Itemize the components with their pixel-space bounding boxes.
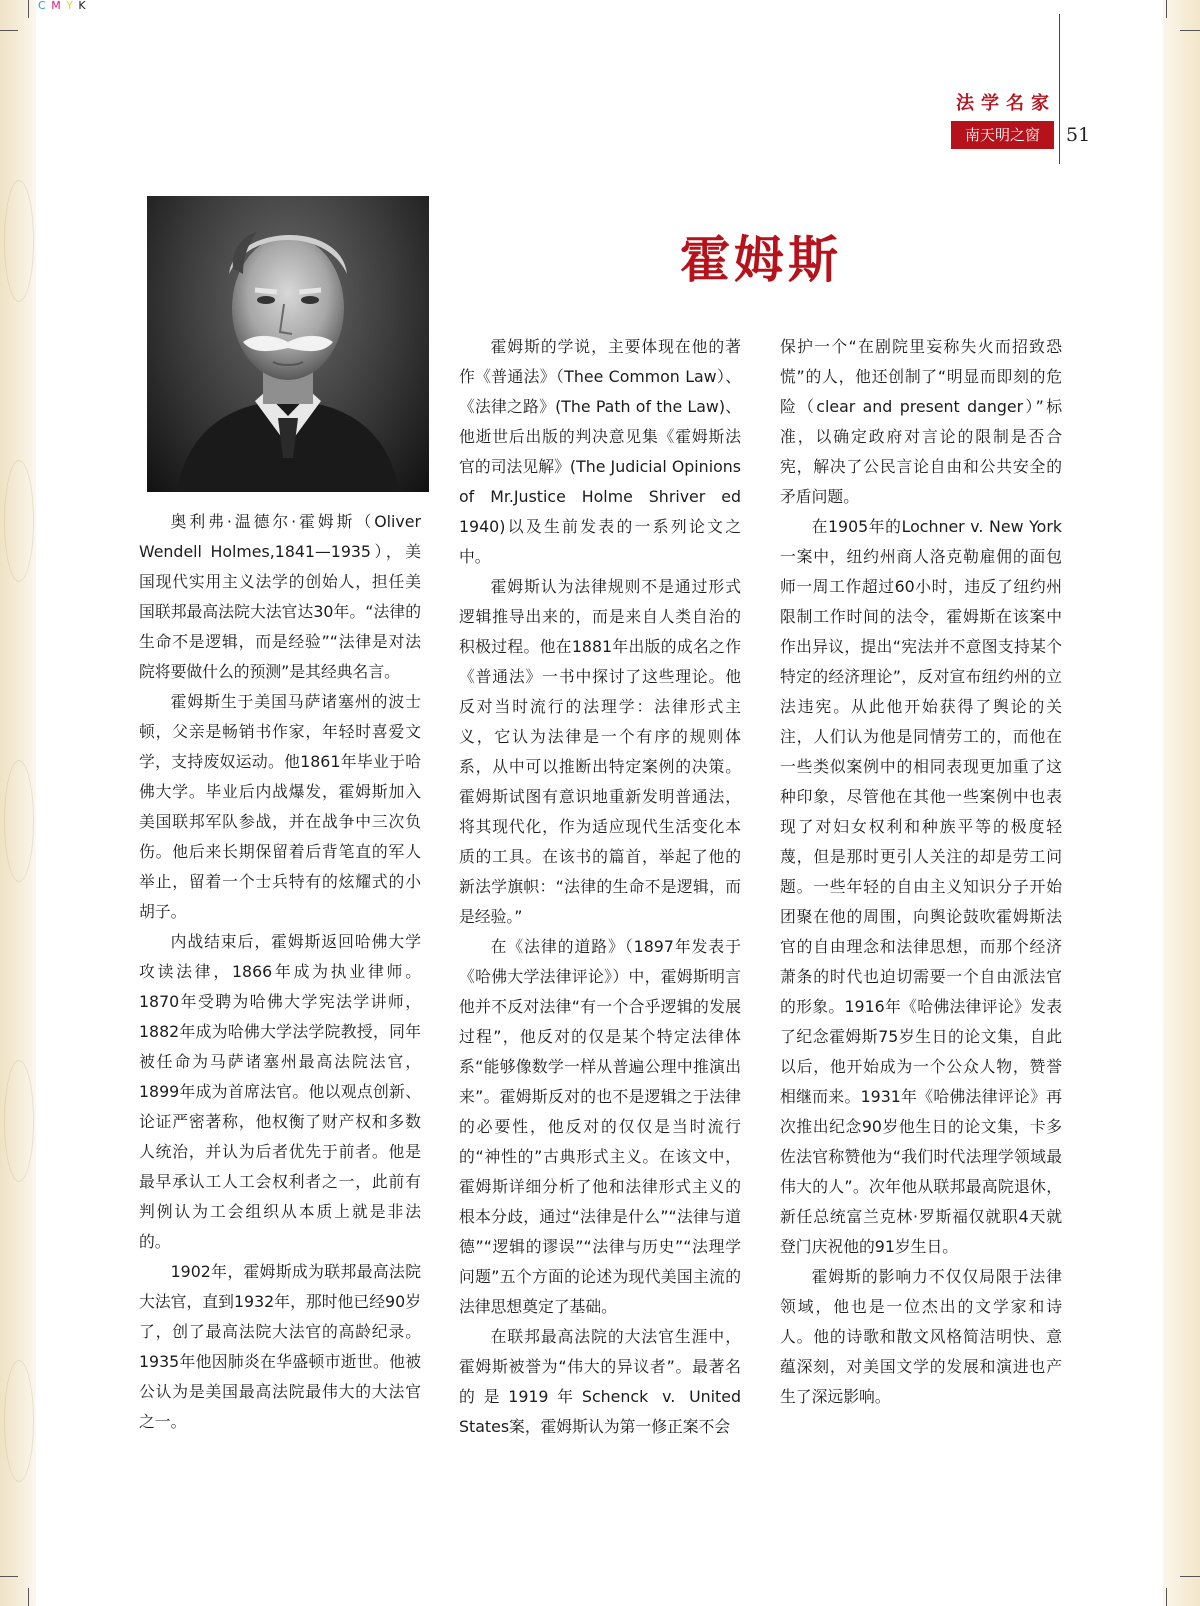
cmyk-y: Y [66,0,74,12]
right-column [780,332,1062,1412]
crop-mark [1180,1576,1200,1577]
section-title: 法学名家 [956,93,1056,114]
crop-mark [28,0,29,18]
crop-mark [1166,1588,1167,1606]
body-paragraph: 在《法律的道路》（1897年发表于《哈佛大学法律评论》）中，霍姆斯明言他并不反对法律“有一个合乎逻辑的发展过程”，他反对的仅是某个特定法律体系“能够像数学一样从普遍公理中推演出来”。霍姆斯反对的也不是逻辑之于法律的必要性，他反对的仅仅是当时流行的“神性的”古典形式主义。在该文中，霍姆斯详细分析了他和法律形式主义的根本分歧，通过“法律是什么”“法律与道德”“逻辑的谬误”“法律与历史”“法理学问题”五个方面的论述为现代美国主流的法律思想奠定了基础。 [459,937,741,1316]
crop-mark [1180,30,1200,31]
ornament-swirl [4,760,34,882]
page-number: 51 [1066,124,1091,146]
middle-column [459,332,741,1442]
cmyk-m: M [51,0,62,12]
caption-column [139,507,421,1437]
body-paragraph: 在联邦最高法院的大法官生涯中，霍姆斯被誉为“伟大的异议者”。最著名的是1919年Schenck v. United States案，霍姆斯认为第一修正案不会 [459,1327,741,1436]
body-paragraph: 保护一个“在剧院里妄称失火而招致恐慌”的人，他还创制了“明显而即刻的危险（clear and present danger）”标准，以确定政府对言论的限制是否合宪，解决了公民言论自由和公共安全的矛盾问题。 [780,337,1062,506]
header-divider-line [1059,14,1060,164]
right-decorative-band [1163,0,1200,1606]
crop-mark [0,30,18,31]
cmyk-c: C [38,0,47,12]
ornament-swirl [4,460,34,582]
crop-mark [0,1576,18,1577]
left-decorative-band [0,0,36,1606]
cmyk-registration-mark [38,0,87,12]
body-paragraph: 内战结束后，霍姆斯返回哈佛大学攻读法律，1866年成为执业律师。1870年受聘为哈佛大学宪法学讲师，1882年成为哈佛大学法学院教授，同年被任命为马萨诸塞州最高法院法官，1899年成为首席法官。他以观点创新、论证严密著称，他权衡了财产权和多数人统治，并认为后者优先于前者。他是最早承认工人工会权利者之一，此前有判例认为工会组织从本质上就是非法的。 [139,932,421,1251]
crop-mark [1166,0,1167,18]
body-paragraph: 霍姆斯的影响力不仅仅局限于法律领域，他也是一位杰出的文学家和诗人。他的诗歌和散文风格简洁明快、意蕴深刻，对美国文学的发展和演进也产生了深远影响。 [780,1267,1062,1406]
body-paragraph: 1902年，霍姆斯成为联邦最高法院大法官，直到1932年，那时他已经90岁了，创了最高法院大法官的高龄纪录。1935年他因肺炎在华盛顿市逝世。他被公认为是美国最高法院最伟大的大法官之一。 [139,1262,421,1431]
body-paragraph: 奥利弗·温德尔·霍姆斯（Oliver Wendell Holmes,1841—1935），美国现代实用主义法学的创始人，担任美国联邦最高法院大法官达30年。“法律的生命不是逻辑，而是经验”“法律是对法院将要做什么的预测”是其经典名言。 [139,512,421,681]
body-paragraph: 霍姆斯认为法律规则不是通过形式逻辑推导出来的，而是来自人类自治的积极过程。他在1881年出版的成名之作《普通法》一书中探讨了这些理论。他反对当时流行的法理学：法律形式主义，它认为法律是一个有序的规则体系，从中可以推断出特定案例的决策。霍姆斯试图有意识地重新发明普通法，将其现代化，作为适应现代生活变化本质的工具。在该书的篇首，举起了他的新法学旗帜：“法律的生命不是逻辑，而是经验。” [459,577,741,926]
article-title: 霍姆斯 [680,231,842,289]
cmyk-k: K [78,0,87,12]
ornament-swirl [4,180,34,302]
column-label: 南天明之窗 [951,121,1054,149]
crop-mark [28,1588,29,1606]
portrait-photo [147,196,429,492]
body-paragraph: 霍姆斯的学说，主要体现在他的著作《普通法》（Thee Common Law）、《法律之路》(The Path of the Law)、他逝世后出版的判决意见集《霍姆斯法官的司法见解》(The Judicial Opinions of Mr.Justice Holme Shriver ed 1940)以及生前发表的一系列论文之中。 [459,337,741,566]
ornament-swirl [4,1360,34,1482]
body-paragraph: 在1905年的Lochner v. New York一案中，纽约州商人洛克勒雇佣的面包师一周工作超过60小时，违反了纽约州限制工作时间的法令，霍姆斯在该案中作出异议，提出“宪法并不意图支持某个特定的经济理论”，反对宣布纽约州的立法违宪。从此他开始获得了舆论的关注，人们认为他是同情劳工的，而他在一些类似案例中的相同表现更加重了这种印象，尽管他在其他一些案例中也表现了对妇女权利和种族平等的极度轻蔑，但是那时更引人关注的却是劳工问题。一些年轻的自由主义知识分子开始团聚在他的周围，向舆论鼓吹霍姆斯法官的自由理念和法律思想，而那个经济萧条的时代也迫切需要一个自由派法官的形象。1916年《哈佛法律评论》发表了纪念霍姆斯75岁生日的论文集，自此以后，他开始成为一个公众人物，赞誉相继而来。1931年《哈佛法律评论》再次推出纪念90岁他生日的论文集，卡多佐法官称赞他为“我们时代法理学领域最伟大的人”。次年他从联邦最高院退休，新任总统富兰克林·罗斯福仅就职4天就登门庆祝他的91岁生日。 [780,517,1062,1256]
ornament-swirl [4,1060,34,1182]
body-paragraph: 霍姆斯生于美国马萨诸塞州的波士顿，父亲是畅销书作家，年轻时喜爱文学，支持废奴运动。他1861年毕业于哈佛大学。毕业后内战爆发，霍姆斯加入美国联邦军队参战，并在战争中三次负伤。他后来长期保留着后背笔直的军人举止，留着一个士兵特有的炫耀式的小胡子。 [139,692,421,921]
